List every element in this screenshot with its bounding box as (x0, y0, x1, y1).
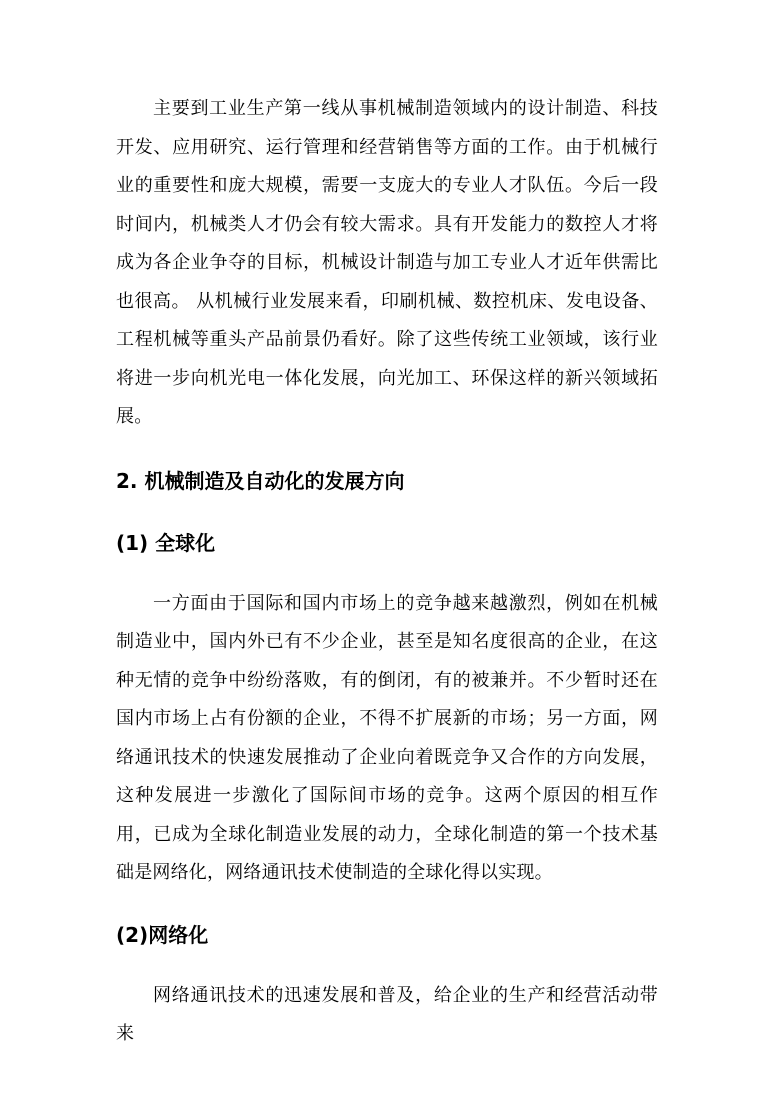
document-page (116, 90, 658, 1054)
subheading-globalization: (1) 全球化 (116, 530, 216, 555)
subheading-networking: (2)网络化 (116, 922, 209, 947)
body-paragraph: 一方面由于国际和国内市场上的竞争越来越激烈，例如在机械制造业中，国内外已有不少企业，甚至是知名度很高的企业，在这种无情的竞争中纷纷落败，有的倒闭，有的被兼并。不少暂时还在国内市场上占有份额的企业，不得不扩展新的市场；另一方面，网络通讯技术的快速发展推动了企业向着既竞争又合作的方向发展，这种发展进一步激化了国际间市场的竞争。这两个原因的相互作用，已成为全球化制造业发展的动力，全球化制造的第一个技术基础是网络化，网络通讯技术使制造的全球化得以实现。 (116, 592, 658, 883)
body-paragraph: 网络通讯技术的迅速发展和普及，给企业的生产和经营活动带来 (116, 984, 658, 1044)
body-paragraph: 主要到工业生产第一线从事机械制造领域内的设计制造、科技开发、应用研究、运行管理和经营销售等方面的工作。由于机械行业的重要性和庞大规模，需要一支庞大的专业人才队伍。今后一段时间内，机械类人才仍会有较大需求。具有开发能力的数控人才将成为各企业争夺的目标，机械设计制造与加工专业人才近年供需比也很高。 从机械行业发展来看，印刷机械、数控机床、发电设备、工程机械等重头产品前景仍看好。除了这些传统工业领域，该行业将进一步向机光电一体化发展，向光加工、环保这样的新兴领域拓展。 (116, 98, 658, 427)
section-heading: 2. 机械制造及自动化的发展方向 (116, 468, 405, 493)
